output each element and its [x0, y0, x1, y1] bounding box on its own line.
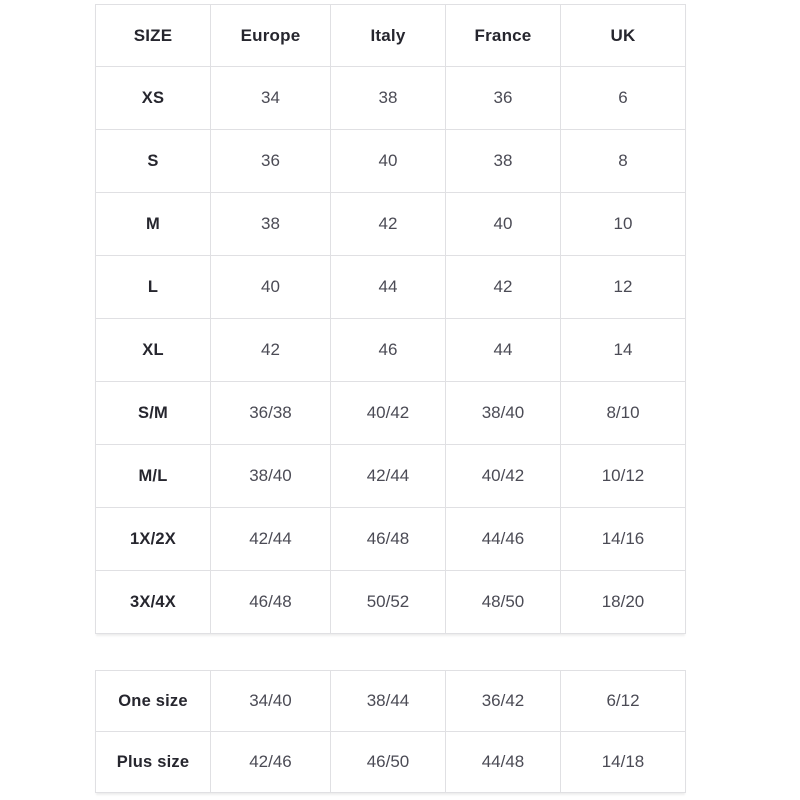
size-value-cell: 38 [331, 67, 446, 130]
row-label: S [96, 130, 211, 193]
size-value-cell: 42 [446, 256, 561, 319]
size-conversion-table [95, 4, 686, 634]
table-row [96, 732, 686, 793]
row-label: Plus size [96, 732, 211, 793]
row-label: M/L [96, 445, 211, 508]
size-value-cell: 8/10 [561, 382, 686, 445]
column-header-italy: Italy [331, 5, 446, 67]
size-value-cell: 44 [331, 256, 446, 319]
size-value-cell: 42 [211, 319, 331, 382]
header-row [96, 5, 686, 67]
table-row [96, 445, 686, 508]
row-label: XL [96, 319, 211, 382]
column-header-size: SIZE [96, 5, 211, 67]
table-row [96, 256, 686, 319]
size-value-cell: 6/12 [561, 671, 686, 732]
size-value-cell: 48/50 [446, 571, 561, 634]
size-value-cell: 38/40 [211, 445, 331, 508]
size-value-cell: 38 [211, 193, 331, 256]
row-label: XS [96, 67, 211, 130]
size-value-cell: 38/44 [331, 671, 446, 732]
size-value-cell: 36/38 [211, 382, 331, 445]
size-value-cell: 40/42 [446, 445, 561, 508]
size-value-cell: 50/52 [331, 571, 446, 634]
size-value-cell: 12 [561, 256, 686, 319]
table-row [96, 193, 686, 256]
size-value-cell: 46 [331, 319, 446, 382]
size-value-cell: 40 [446, 193, 561, 256]
size-value-cell: 40 [211, 256, 331, 319]
size-value-cell: 46/50 [331, 732, 446, 793]
size-value-cell: 10/12 [561, 445, 686, 508]
size-value-cell: 6 [561, 67, 686, 130]
size-value-cell: 10 [561, 193, 686, 256]
size-value-cell: 8 [561, 130, 686, 193]
size-value-cell: 14 [561, 319, 686, 382]
size-value-cell: 46/48 [331, 508, 446, 571]
size-value-cell: 42/44 [211, 508, 331, 571]
table-row [96, 130, 686, 193]
size-value-cell: 36 [211, 130, 331, 193]
row-label: L [96, 256, 211, 319]
table-row [96, 67, 686, 130]
size-value-cell: 38/40 [446, 382, 561, 445]
size-value-cell: 14/16 [561, 508, 686, 571]
special-sizes-table [95, 670, 686, 793]
row-label: One size [96, 671, 211, 732]
size-value-cell: 36 [446, 67, 561, 130]
size-value-cell: 34 [211, 67, 331, 130]
size-value-cell: 44/48 [446, 732, 561, 793]
size-value-cell: 18/20 [561, 571, 686, 634]
size-value-cell: 14/18 [561, 732, 686, 793]
row-label: M [96, 193, 211, 256]
size-value-cell: 46/48 [211, 571, 331, 634]
table-row [96, 671, 686, 732]
column-header-uk: UK [561, 5, 686, 67]
table-row [96, 508, 686, 571]
row-label: 1X/2X [96, 508, 211, 571]
size-value-cell: 42/44 [331, 445, 446, 508]
size-value-cell: 40 [331, 130, 446, 193]
size-table-body [96, 67, 686, 634]
table-row [96, 571, 686, 634]
size-value-cell: 44/46 [446, 508, 561, 571]
table-row [96, 319, 686, 382]
row-label: 3X/4X [96, 571, 211, 634]
special-sizes-table-body [96, 671, 686, 793]
column-header-europe: Europe [211, 5, 331, 67]
column-header-france: France [446, 5, 561, 67]
size-value-cell: 40/42 [331, 382, 446, 445]
size-value-cell: 34/40 [211, 671, 331, 732]
size-value-cell: 36/42 [446, 671, 561, 732]
size-value-cell: 42/46 [211, 732, 331, 793]
size-value-cell: 42 [331, 193, 446, 256]
size-value-cell: 38 [446, 130, 561, 193]
size-value-cell: 44 [446, 319, 561, 382]
table-row [96, 382, 686, 445]
row-label: S/M [96, 382, 211, 445]
